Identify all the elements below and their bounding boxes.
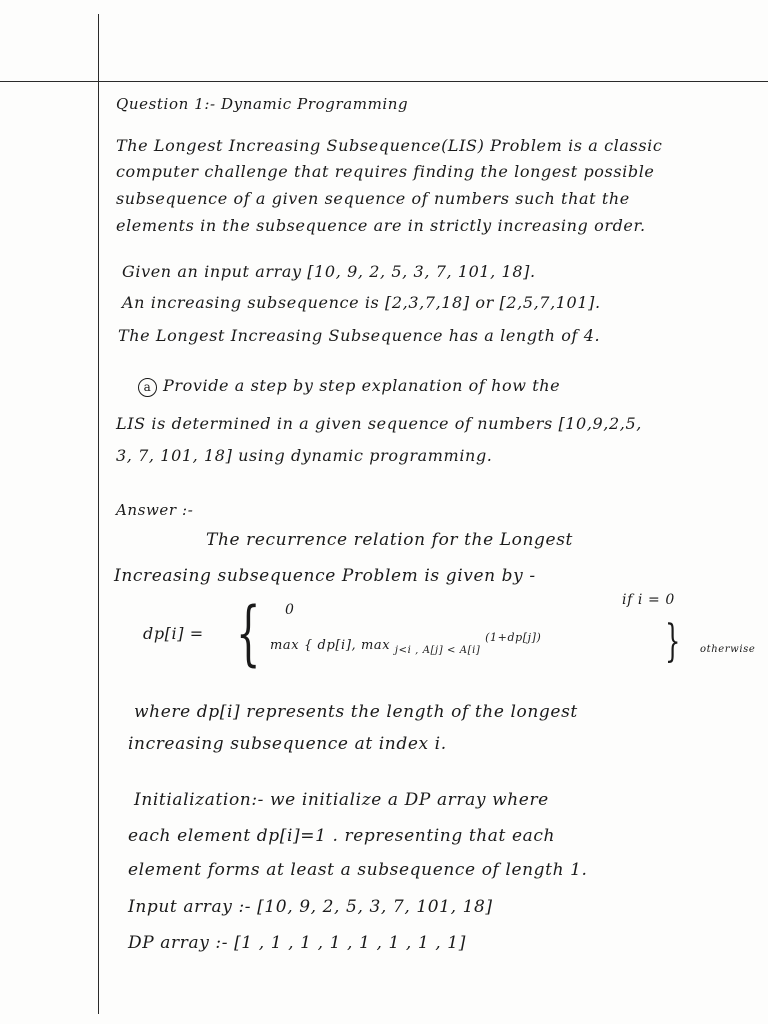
part-a-line-2: LIS is determined in a given sequence of numbers [10,9,2,5, xyxy=(116,414,642,433)
equation-max-case xyxy=(270,631,542,657)
equation-otherwise: otherwise xyxy=(700,644,756,655)
part-a-marker: a xyxy=(138,378,157,397)
where-line-2: increasing subsequence at index i. xyxy=(128,734,447,754)
where-line-1: where dp[i] represents the length of the longest xyxy=(134,702,578,722)
margin-line xyxy=(98,14,99,1014)
part-a-line-3: 3, 7, 101, 18] using dynamic programming. xyxy=(116,446,493,465)
input-array-line: Input array :- [10, 9, 2, 5, 3, 7, 101, 18] xyxy=(128,897,493,917)
equation-case0-condition: if i = 0 xyxy=(622,592,675,608)
question-title: Question 1:- Dynamic Programming xyxy=(116,95,409,113)
init-line-1: Initialization:- we initialize a DP array where xyxy=(134,790,549,810)
equation-max-prefix: max { dp[i], max xyxy=(270,638,391,653)
dp-array-line: DP array :- [1 , 1 , 1 , 1 , 1 , 1 , 1 , 1] xyxy=(128,933,466,953)
equation-max-term: (1+dp[j]) xyxy=(485,631,542,644)
answer-label: Answer :- xyxy=(116,501,194,519)
intro-line-2: computer challenge that requires finding the longest possible xyxy=(116,162,655,181)
init-line-3: element forms at least a subsequence of length 1. xyxy=(128,860,588,880)
equation-max-subscript: j<i , A[j] < A[i] xyxy=(394,645,481,656)
part-a-line-1 xyxy=(138,376,560,397)
answer-line-1: The recurrence relation for the Longest xyxy=(206,530,573,550)
equation-close-brace: } xyxy=(665,616,681,667)
equation-open-brace: { xyxy=(236,592,261,674)
intro-line-1: The Longest Increasing Subsequence(LIS) Problem is a classic xyxy=(116,136,663,155)
equation-case0-value: 0 xyxy=(285,602,295,618)
intro-line-4: elements in the subsequence are in strictly increasing order. xyxy=(116,216,646,235)
header-line xyxy=(0,81,768,82)
example-line-3: The Longest Increasing Subsequence has a length of 4. xyxy=(118,326,601,345)
example-line-2: An increasing subsequence is [2,3,7,18] or [2,5,7,101]. xyxy=(122,293,601,312)
part-a-text-1: Provide a step by step explanation of how the xyxy=(163,376,561,395)
equation-lhs: dp[i] = xyxy=(143,624,204,643)
init-line-2: each element dp[i]=1 . representing that each xyxy=(128,826,556,846)
intro-line-3: subsequence of a given sequence of numbers such that the xyxy=(116,189,630,208)
answer-line-2: Increasing subsequence Problem is given by - xyxy=(114,566,536,586)
example-line-1: Given an input array [10, 9, 2, 5, 3, 7, 101, 18]. xyxy=(122,262,536,281)
